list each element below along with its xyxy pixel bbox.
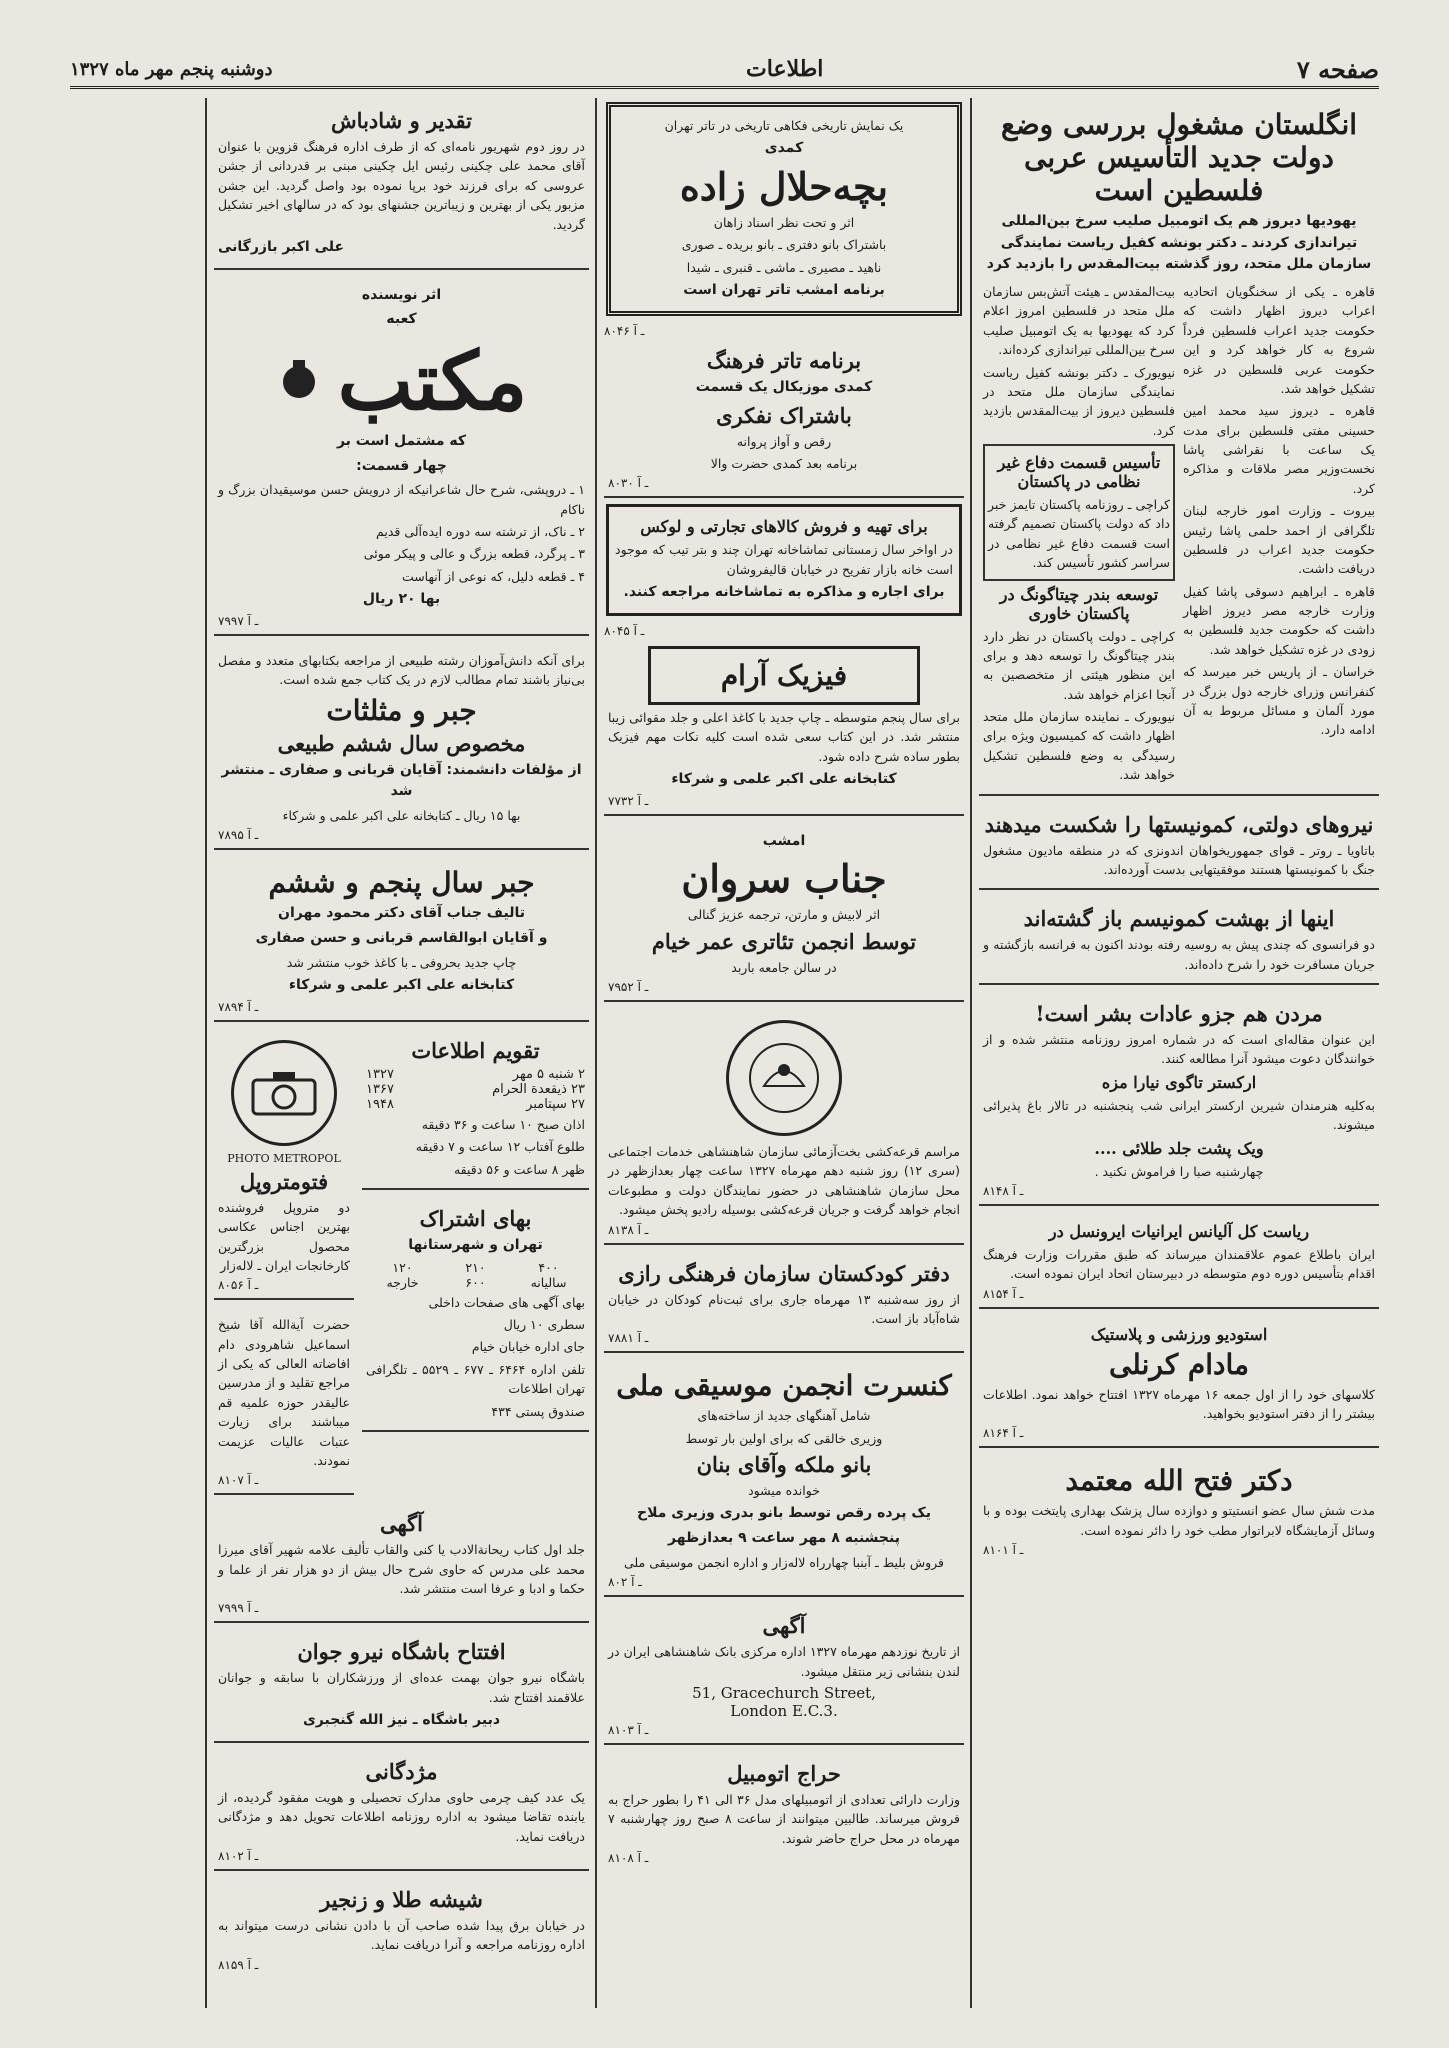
cleric-notice bbox=[214, 1306, 354, 1495]
ad-reference: ۸۰۲ ـ آ bbox=[608, 1575, 642, 1590]
club-signature: دبیر باشگاه ـ نیز الله گنجبری bbox=[302, 1712, 501, 1729]
algebra-book-ad bbox=[214, 642, 589, 851]
algebra-note: برای آنکه دانش‌آموزان رشته طبیعی از مراجعه بکتابهای متعدد و مفصل بی‌نیاز باشند تمام مطالب لازم در یک کتاب جمع شده است. bbox=[218, 652, 585, 688]
celebration-notice bbox=[214, 98, 589, 270]
concert-title: کنسرت انجمن موسیقی ملی bbox=[616, 1369, 952, 1403]
concert-line: خوانده میشود bbox=[748, 1483, 820, 1498]
lead-article bbox=[979, 98, 1379, 796]
rayhanat-ad bbox=[214, 1501, 589, 1623]
lead-subheadline: یهودیها دیروز هم یک اتومبیل صلیب سرخ بین‌المللی تیراندازی کردند ـ دکتر بونشه کفیل ریاست نمایندگی سازمان ملل متحد، روز گذشته بیت‌المقدس را بازدید کرد bbox=[986, 213, 1372, 273]
algebra56-title: جبر سال پنجم و ششم bbox=[268, 866, 535, 900]
algebra-authors: از مؤلفات دانشمند: آقایان قربانی و صفاری ـ منتشر شد bbox=[221, 761, 582, 800]
studio-name: مادام کرنلی bbox=[1108, 1347, 1250, 1381]
lead-paragraph: خراسان ـ از پاریس خبر میرسد که کنفرانس وزرای خارجه دول بزرگ در مورد آلمان و مسائل مربوط به آن ادامه دارد. bbox=[1183, 664, 1375, 738]
indonesia-headline: نیروهای دولتی، کمونیستها را شکست میدهند bbox=[984, 811, 1374, 837]
algebra56-author: و آقایان ابوالقاسم قربانی و حسن صفاری bbox=[255, 930, 548, 947]
auction-text: وزارت دارائی تعدادی از اتومبیلهای مدل ۳۶ الی ۴۱ را بطور حراج به فروش میرساند. طالبین میتوانند از ساعت ۸ صبح روز چهارشنبه ۷ مهرماه در محل حراج حاضر شوند. bbox=[608, 1791, 960, 1846]
book-author-line: اثر نویسنده bbox=[361, 286, 442, 303]
concert-line: یک پرده رقص توسط بانو بدری وزیری ملاح bbox=[637, 1505, 931, 1522]
ad-reference: ۸۱۰۲ ـ آ bbox=[218, 1849, 259, 1863]
calendar-value: ۱۳۲۷ bbox=[366, 1066, 394, 1082]
play-line: اثر و تحت نظر اسناد زاهان bbox=[713, 215, 855, 231]
gold-cover-line: چهارشنبه صبا را فراموش نکنید . bbox=[1094, 1163, 1264, 1179]
farhang-genre: کمدی موزیکال یک قسمت bbox=[695, 378, 873, 395]
returnees-article bbox=[979, 896, 1379, 985]
ad-reference: ۸۱۰۸ ـ آ bbox=[608, 1851, 649, 1865]
physics-publisher: کتابخانه علی اکبر علمی و شرکاء bbox=[671, 770, 897, 787]
lottery-text: مراسم قرعه‌کشی بخت‌آزمائی سازمان شاهنشاهی خدمات اجتماعی (سری ۱۲) روز شنبه دهم مهرماه ۱۳۲۷ ساعت چهار بعدازظهر در محل سازمان شاهنشاهی در حضور نمایندگان دولت و مطبوعات انجام خواهد گرفت و جریان قرعه‌کشی بوسیله رادیو پخش میشود. bbox=[608, 1144, 960, 1218]
photo-logo-text: PHOTO METROPOL bbox=[227, 1151, 341, 1165]
alliance-headline: رياست كل آليانس ايرانيات ايرونسل در bbox=[1048, 1221, 1310, 1241]
club-ad bbox=[214, 1629, 589, 1742]
calendar-value: ۱۳۶۷ bbox=[366, 1081, 394, 1097]
side-paragraph: بیت‌المقدس ـ هیئت آتش‌بس سازمان ملل متحد در فلسطین امروز اعلام کرد که یهودیها به یک اتومبیل صلیب سرخ بین‌المللی تیراندازی کرده‌اند. bbox=[983, 284, 1175, 358]
alliance-text: ایران باطلاع عموم علاقمندان میرساند که طبق مقررات وزارت فرهنگ اقدام بتأسیس دوره دوم متوسطه در دبیرستان اتحاد ایران نموده است. bbox=[983, 1246, 1375, 1282]
page-header bbox=[70, 52, 1379, 89]
cleric-text: حضرت آیةالله آقا شیخ اسماعیل شاهرودی دام افاضاته العالی که یکی از مراجع تقلید و از مدرسین عالیقدر حوزه علمیه قم میباشند برای زیارت عتبات عالیات عزیمت نمودند. bbox=[218, 1317, 350, 1468]
sarvan-troupe: توسط انجمن تئاتری عمر خیام bbox=[651, 928, 917, 954]
auction-ad bbox=[604, 1751, 964, 1871]
kindergarten-ad bbox=[604, 1251, 964, 1354]
calendar-value: ۱۹۴۸ bbox=[366, 1096, 394, 1112]
club-text: باشگاه نیرو جوان بهمت عده‌ای از ورزشکاران با سابقه و جوانان علاقمند افتتاح شد. bbox=[218, 1670, 585, 1705]
ad-reference: ۷۸۹۵ ـ آ bbox=[218, 828, 259, 843]
ad-reference: ۸۰۵۶ ـ آ bbox=[218, 1278, 259, 1293]
subscription-note: بهای آگهی های صفحات داخلی bbox=[428, 1294, 585, 1310]
maktab-book-ad bbox=[214, 276, 589, 636]
sarvan-author: اثر لابیش و مارتن، ترجمه عزیز گنالی bbox=[687, 907, 881, 923]
ad-reference: ۸۱۳۸ ـ آ bbox=[608, 1222, 649, 1237]
goods-title: برای تهیه و فروش کالاهای تجارتی و لوکس bbox=[640, 517, 928, 537]
goods-ad bbox=[606, 504, 962, 615]
ad-reference: ۷۷۳۲ ـ آ bbox=[608, 793, 649, 808]
calendar-day: ۲۷ سپتامبر bbox=[526, 1096, 585, 1112]
concert-singers: بانو ملکه وآقای بنان bbox=[696, 1452, 872, 1477]
book-list-item: ۴ ـ قطعه دلیل، که نوعی از آنهاست bbox=[401, 568, 585, 584]
ad-reference: ۷۸۸۱ ـ آ bbox=[608, 1331, 649, 1346]
goods-line: برای اجاره و مذاکره به تماشاخانه مراجعه کنند. bbox=[623, 584, 945, 601]
issue-date: دوشنبه پنجم مهر ماه ۱۳۲۷ bbox=[70, 58, 273, 80]
ad-reference: ۸۱۴۸ ـ آ bbox=[983, 1183, 1024, 1198]
subscription-phone: تلفن اداره ۶۴۶۴ ـ ۶۷۷ ـ ۵۵۲۹ ـ تلگرافی تهران اطلاعات bbox=[366, 1361, 585, 1397]
pakistan-defense-headline: تأسیس قسمت دفاع غیر نظامی در پاکستان bbox=[997, 453, 1161, 492]
play-genre: کمدی bbox=[764, 140, 804, 157]
sarvan-title: جناب سروان bbox=[681, 856, 887, 902]
alliance-notice bbox=[979, 1212, 1379, 1309]
column-rule bbox=[205, 98, 207, 2008]
subscription-cell: ۲۱۰ bbox=[465, 1259, 486, 1275]
play-line: ناهید ـ مصیری ـ ماشی ـ قنبری ـ شیدا bbox=[686, 259, 882, 275]
algebra56-publisher: کتابخانه علی اکبر علمی و شرکاء bbox=[288, 977, 515, 994]
calendar-box bbox=[362, 1028, 589, 1190]
sarvan-venue: در سالن جامعه باربد bbox=[731, 959, 837, 975]
subscription-cell: ۱۲۰ bbox=[392, 1259, 413, 1275]
side-paragraph: نیویورک ـ نماینده سازمان ملل متحد اظهار داشت که کمیسیون ویژه برای رسیدگی به وضع فلسطین تشکیل خواهد شد. bbox=[983, 709, 1175, 783]
column-ads-center bbox=[604, 98, 964, 2008]
inkpot-icon bbox=[276, 356, 322, 406]
lottery-notice bbox=[604, 1008, 964, 1245]
algebra56-book-ad bbox=[214, 856, 589, 1021]
photo-name: فتومتروپل bbox=[239, 1168, 329, 1194]
physics-title-box bbox=[648, 646, 920, 705]
ad-reference: ۷۹۹۷ ـ آ bbox=[218, 613, 259, 628]
pakistan-defense-text: کراچی ـ روزنامه پاکستان تایمز خبر داد که دولت پاکستان تصمیم گرفته است قسمت دفاع غیر نظامی در سراسر کشور تأسیس کند. bbox=[988, 497, 1170, 571]
calendar-noon: ظهر ۸ ساعت و ۵۶ دقیقه bbox=[453, 1161, 585, 1177]
returnees-headline: اینها از بهشت کمونیسم باز گشته‌اند bbox=[1023, 906, 1335, 932]
book-list-item: ۱ ـ دروپشی، شرح حال شاعرانیکه از درویش حسن موسیقیدان بزرگ و ناکام bbox=[218, 482, 585, 517]
algebra-price: بها ۱۵ ریال ـ کتابخانه علی اکبر علمی و شرکاء bbox=[282, 808, 521, 823]
ad-reference: ۸۰۴۵ ـ آ bbox=[604, 623, 645, 638]
lead-headline: انگلستان مشغول بررسی وضع دولت جدید التأسیس عربی فلسطین است bbox=[1000, 108, 1358, 207]
ad-reference: ۸۱۵۹ ـ آ bbox=[218, 1957, 259, 1972]
concert-line: پنجشنبه ۸ مهر ساعت ۹ بعدازظهر bbox=[668, 1530, 900, 1547]
reward-notice bbox=[214, 1749, 589, 1871]
book-price: بها ۲۰ ریال bbox=[362, 591, 441, 608]
book-intro: چهار قسمت: bbox=[356, 457, 447, 474]
subscription-cell: سالیانه bbox=[530, 1274, 567, 1290]
ad-reference: ۸۰۴۶ ـ آ bbox=[604, 323, 645, 338]
auction-title: حراج اتومبیل bbox=[727, 1760, 841, 1786]
play-line: باشتراک بانو دفتری ـ بانو بریده ـ صوری bbox=[681, 237, 887, 253]
camera-icon bbox=[231, 1040, 337, 1146]
subscription-address: جای اداره خیابان خیام bbox=[471, 1339, 585, 1355]
celebration-title: تقدیر و شادباش bbox=[331, 108, 472, 133]
gold-cover-tagline: ویک پشت جلد طلائی .... bbox=[1094, 1138, 1264, 1158]
ad-reference: ۸۱۰۳ ـ آ bbox=[608, 1722, 649, 1737]
farhang-line: برنامه بعد کمدی حضرت والا bbox=[710, 455, 858, 471]
customs-article bbox=[979, 991, 1379, 1206]
lead-paragraph: قاهره ـ دیروز سید محمد امین حسینی مفتی فلسطین برای مدت یک ساعت با نقراشی پاشا نخست‌وزیر مصر ملاقات و مذاکره کرد. bbox=[1183, 403, 1375, 496]
calendar-sunset: طلوع آفتاب ۱۲ ساعت و ۷ دقیقه bbox=[415, 1139, 585, 1155]
sarvan-tag: امشب bbox=[762, 832, 806, 849]
bank-address: 51, Gracechurch Street, bbox=[692, 1683, 876, 1702]
royal-emblem-icon bbox=[726, 1020, 842, 1136]
book-author-line: کعبه bbox=[386, 311, 417, 328]
studio-headline: استودیو ورزشی و پلاستیک bbox=[1090, 1324, 1268, 1344]
kindergarten-text: از روز سه‌شنبه ۱۳ مهرماه جاری برای ثبت‌نام کودکان در خیابان شاه‌آباد باز است. bbox=[608, 1291, 960, 1326]
book-title: مکتب bbox=[337, 333, 528, 428]
celebration-text: در روز دوم شهریور نامه‌ای که از طرف اداره فرهنگ قزوین با عنوان آقای محمد علی چکینی رئیس ایل چکینی مبنی بر قدردانی از جشن عروسی که برای فرزند خود برپا نموده بود واصل گردید. این جشن مزبور یکی از بهترین و زیباترین جشنهای بود که در سالهای اخیر تشکیل گردید. bbox=[218, 139, 585, 232]
ad-reference: ۷۹۵۲ ـ آ bbox=[608, 980, 649, 994]
music-concert-ad bbox=[604, 1359, 964, 1597]
algebra56-author: تالیف جناب آقای دکتر محمود مهران bbox=[278, 905, 525, 922]
rayhanat-title: آگهی bbox=[379, 1511, 423, 1537]
customs-headline: مردن هم جزو عادات بشر است! bbox=[1035, 1001, 1323, 1027]
physics-title: فیزیک آرام bbox=[720, 658, 848, 692]
book-list-item: ۲ ـ ناک، از ترشته سه دوره ایده‌آلی قدیم bbox=[376, 524, 585, 540]
returnees-text: دو فرانسوی که چندی پیش به روسیه رفته بودند اکنون به فرانسه بازگشته و جریان مسافرت خود را شرح داده‌اند. bbox=[983, 937, 1375, 972]
sarvan-play-ad bbox=[604, 822, 964, 1002]
subscription-row bbox=[366, 1260, 585, 1275]
concert-line: وزیری خالقی که برای اولین بار توسط bbox=[685, 1430, 883, 1446]
bank-notice-title: آگهی bbox=[762, 1613, 806, 1639]
newspaper-name: اطلاعات bbox=[746, 56, 824, 82]
customs-text: این عنوان مقاله‌ای است که در شماره امروز روزنامه منتشر شده و از خوانندگان دعوت میشود آنرا مطالعه کنند. bbox=[983, 1032, 1375, 1067]
ad-reference: ۸۰۳۰ ـ آ bbox=[608, 476, 649, 491]
calendar-title: تقویم اطلاعات bbox=[411, 1037, 540, 1063]
farhang-star: باشتراک نفکری bbox=[716, 402, 852, 428]
ad-reference: ۷۸۹۴ ـ آ bbox=[218, 999, 259, 1014]
subscription-cell: ۴۰۰ bbox=[538, 1259, 559, 1275]
column-ads-left bbox=[214, 98, 589, 2008]
found-items-text: در خیابان برق پیدا شده صاحب آن با دادن نشانی درست میتواند به اداره روزنامه مراجعه و آنرا دریافت نماید. bbox=[218, 1918, 585, 1953]
doctor-text: مدت شش سال عضو انستیتو و دوازده سال پزشک بهداری پایتخت بوده و با وسائل آزمایشگاه لابراتوار مطب خود را دائر نموده است. bbox=[983, 1503, 1375, 1538]
photo-text: دو متروپل فروشنده بهترین اجناس عکاسی محصول بزرگترین کارخانجات ایران ـ لاله‌زار bbox=[218, 1199, 350, 1273]
ad-reference: ۸۱۶۴ ـ آ bbox=[983, 1426, 1024, 1441]
concert-line: شامل آهنگهای جدید از ساخته‌های bbox=[697, 1408, 871, 1424]
farhang-line: رقص و آواز پروانه bbox=[736, 433, 832, 449]
chittagong-headline: توسعه بندر چیتاگونگ در پاکستان خاوری bbox=[999, 584, 1159, 623]
column-rule bbox=[595, 98, 597, 2008]
ad-reference: ۷۹۹۹ ـ آ bbox=[218, 1601, 259, 1616]
celebration-signature: علی اکبر بازرگانی bbox=[218, 238, 345, 255]
calendar-day: ۲ شنبه ۵ مهر bbox=[512, 1066, 585, 1082]
play-top-line: یک نمایش تاریخی فکاهی تاریخی در تاتر تهران bbox=[664, 118, 904, 133]
subscription-row bbox=[366, 1275, 585, 1290]
subscription-cell: خارجه bbox=[386, 1274, 419, 1290]
play-ad bbox=[606, 102, 962, 316]
page-number: صفحه ۷ bbox=[1296, 54, 1379, 84]
algebra-title: جبر و مثلثات bbox=[326, 693, 477, 727]
subscription-note: سطری ۱۰ ریال bbox=[503, 1317, 585, 1332]
farhang-theater-ad bbox=[604, 338, 964, 498]
found-items-notice bbox=[214, 1877, 589, 1978]
column-rule bbox=[970, 98, 972, 2008]
calendar-azan: اذان صبح ۱۰ ساعت و ۳۶ دقیقه bbox=[421, 1116, 585, 1132]
goods-text: در اواخر سال زمستانی تماشاخانه تهران چند و بتر تیب که موجود است خانه بازار تفریح در خیابان قالیفروشان bbox=[615, 542, 953, 577]
orchestra-text: به‌کلیه هنرمندان شیرین ارکستر ایرانی شب پنجشنبه در تالار باغ پذیرائی میشوند. bbox=[983, 1097, 1375, 1133]
subscription-heading: تهران و شهرستانها bbox=[408, 1236, 543, 1253]
algebra56-note: چاپ جدید بحروفی ـ با کاغذ خوب منتشر شد bbox=[286, 954, 517, 970]
subscription-title: بهای اشتراک bbox=[419, 1205, 532, 1231]
calendar-row bbox=[366, 1097, 585, 1112]
studio-ad bbox=[979, 1315, 1379, 1449]
concert-line: فروش بلیط ـ آبنبا چهارراه لاله‌زار و اداره انجمن موسیقی ملی bbox=[624, 1554, 944, 1570]
subscription-cell: ۶۰۰ bbox=[465, 1274, 486, 1290]
algebra-subtitle: مخصوص سال ششم طبیعی bbox=[277, 730, 526, 756]
calendar-day: ۲۳ ذیقعدة الحرام bbox=[492, 1081, 585, 1097]
ad-reference: ۸۱۰۷ ـ آ bbox=[218, 1473, 259, 1488]
chittagong-text: کراچی ـ دولت پاکستان در نظر دارد بندر چیتاگونگ را توسعه دهد و برای این منظور هیئتی از متخصصین به آنجا اعزام خواهد شد. bbox=[983, 628, 1175, 702]
bank-notice bbox=[604, 1603, 964, 1745]
lead-paragraph: قاهره ـ ابراهیم دسوقی پاشا کفیل وزارت خارجه مصر دیروز اظهار داشت که حکومت جدید فلسطین به زودی در غزه تشکیل خواهد شد. bbox=[1183, 583, 1375, 657]
bank-notice-text: از تاریخ نوزدهم مهرماه ۱۳۲۷ اداره مرکزی بانک شاهنشاهی ایران در لندن بنشانی زیر منتقل میشود. bbox=[608, 1644, 960, 1679]
play-line: برنامه امشب تاتر تهران است bbox=[683, 282, 885, 299]
reward-text: یک عدد کیف چرمی حاوی مدارک تحصیلی و هویت مفقود گردیده، از یابنده تقاضا میشود به اداره روزنامه اطلاعات تحویل دهد و مژدگانی دریافت نماید. bbox=[218, 1789, 585, 1844]
found-items-title: شیشه طلا و زنجیر bbox=[320, 1887, 483, 1912]
ad-reference: ۸۱۵۴ ـ آ bbox=[983, 1286, 1024, 1301]
column-margin bbox=[49, 98, 199, 2008]
ad-reference: ۸۱۰۱ ـ آ bbox=[983, 1543, 1024, 1558]
farhang-title: برنامه تاتر فرهنگ bbox=[706, 347, 862, 373]
play-title: بچه‌حلال زاده bbox=[679, 164, 889, 210]
calendar-row bbox=[366, 1082, 585, 1097]
subscription-pobox: صندوق پستی ۴۳۴ bbox=[491, 1403, 585, 1419]
calendar-row bbox=[366, 1067, 585, 1082]
physics-book-ad bbox=[604, 638, 964, 816]
bank-address: London E.C.3. bbox=[730, 1701, 838, 1720]
column-news bbox=[979, 98, 1379, 2008]
pakistan-defense-box bbox=[983, 444, 1175, 581]
book-intro: که مشتمل است بر bbox=[336, 432, 467, 449]
doctor-name: دکتر فتح الله معتمد bbox=[1065, 1464, 1293, 1498]
kindergarten-title: دفتر کودکستان سازمان فرهنگی رازی bbox=[618, 1260, 950, 1286]
side-paragraph: نیویورک ـ دکتر بونشه کفیل ریاست نمایندگی سازمان ملل متحد در فلسطین دیروز از بیت‌المقدس بازدید کرد. bbox=[983, 364, 1175, 438]
doctor-ad bbox=[979, 1454, 1379, 1563]
book-list-item: ۳ ـ پرگرد، قطعه بزرگ و عالی و پیکر موئی bbox=[363, 546, 585, 562]
indonesia-text: باتاویا ـ روتر ـ قوای جمهوریخواهان اندونزی که در منطقه مادیون مشغول جنگ با کمونیستها هستند موفقیتهایی بدست آورده‌اند. bbox=[983, 842, 1375, 877]
studio-text: کلاسهای خود را از اول جمعه ۱۶ مهرماه ۱۳۲۷ افتتاح خواهد نمود. اطلاعات بیشتر را از دفتر استودیو بخواهید. bbox=[983, 1386, 1375, 1422]
photo-metropol-ad bbox=[214, 1028, 354, 1301]
lead-paragraph: قاهره ـ یکی از سخنگویان اتحادیه اعراب دیروز اظهار داشت که حکومت جدید اعراب فلسطین فرداً شروع به کار خواهد کرد و این حکومت عربی فلسطین در غزه تشکیل خواهد شد. bbox=[1183, 284, 1375, 396]
lead-paragraph: بیروت ـ وزارت امور خارجه لبنان تلگرافی از احمد حلمی پاشا رئیس حکومت جدید اعراب در فلسطین دریافت داشت. bbox=[1183, 503, 1375, 577]
orchestra-headline: ارکستر تاگوی نیارا مزه bbox=[1101, 1072, 1257, 1092]
reward-title: مژدگانی bbox=[365, 1758, 438, 1784]
rayhanat-text: جلد اول کتاب ریحانة‌الادب یا کنی والقاب تألیف علامه شهیر آقای میرزا محمد علی مدرس که حاوی شرح حال بیش از دو هزار نفر از علما و حکما و ادبا و عرفا است منتشر شد. bbox=[218, 1542, 585, 1597]
physics-text: برای سال پنجم متوسطه ـ چاپ جدید با کاغذ اعلی و جلد مقوائی زیبا منتشر شد. در این کتاب سعی شده است کلیه نکات مهم فیزیک بطور ساده شرح داده شود. bbox=[608, 709, 960, 764]
indonesia-article bbox=[979, 802, 1379, 891]
subscription-box bbox=[362, 1196, 589, 1432]
club-title: افتتاح باشگاه نیرو جوان bbox=[297, 1639, 506, 1665]
